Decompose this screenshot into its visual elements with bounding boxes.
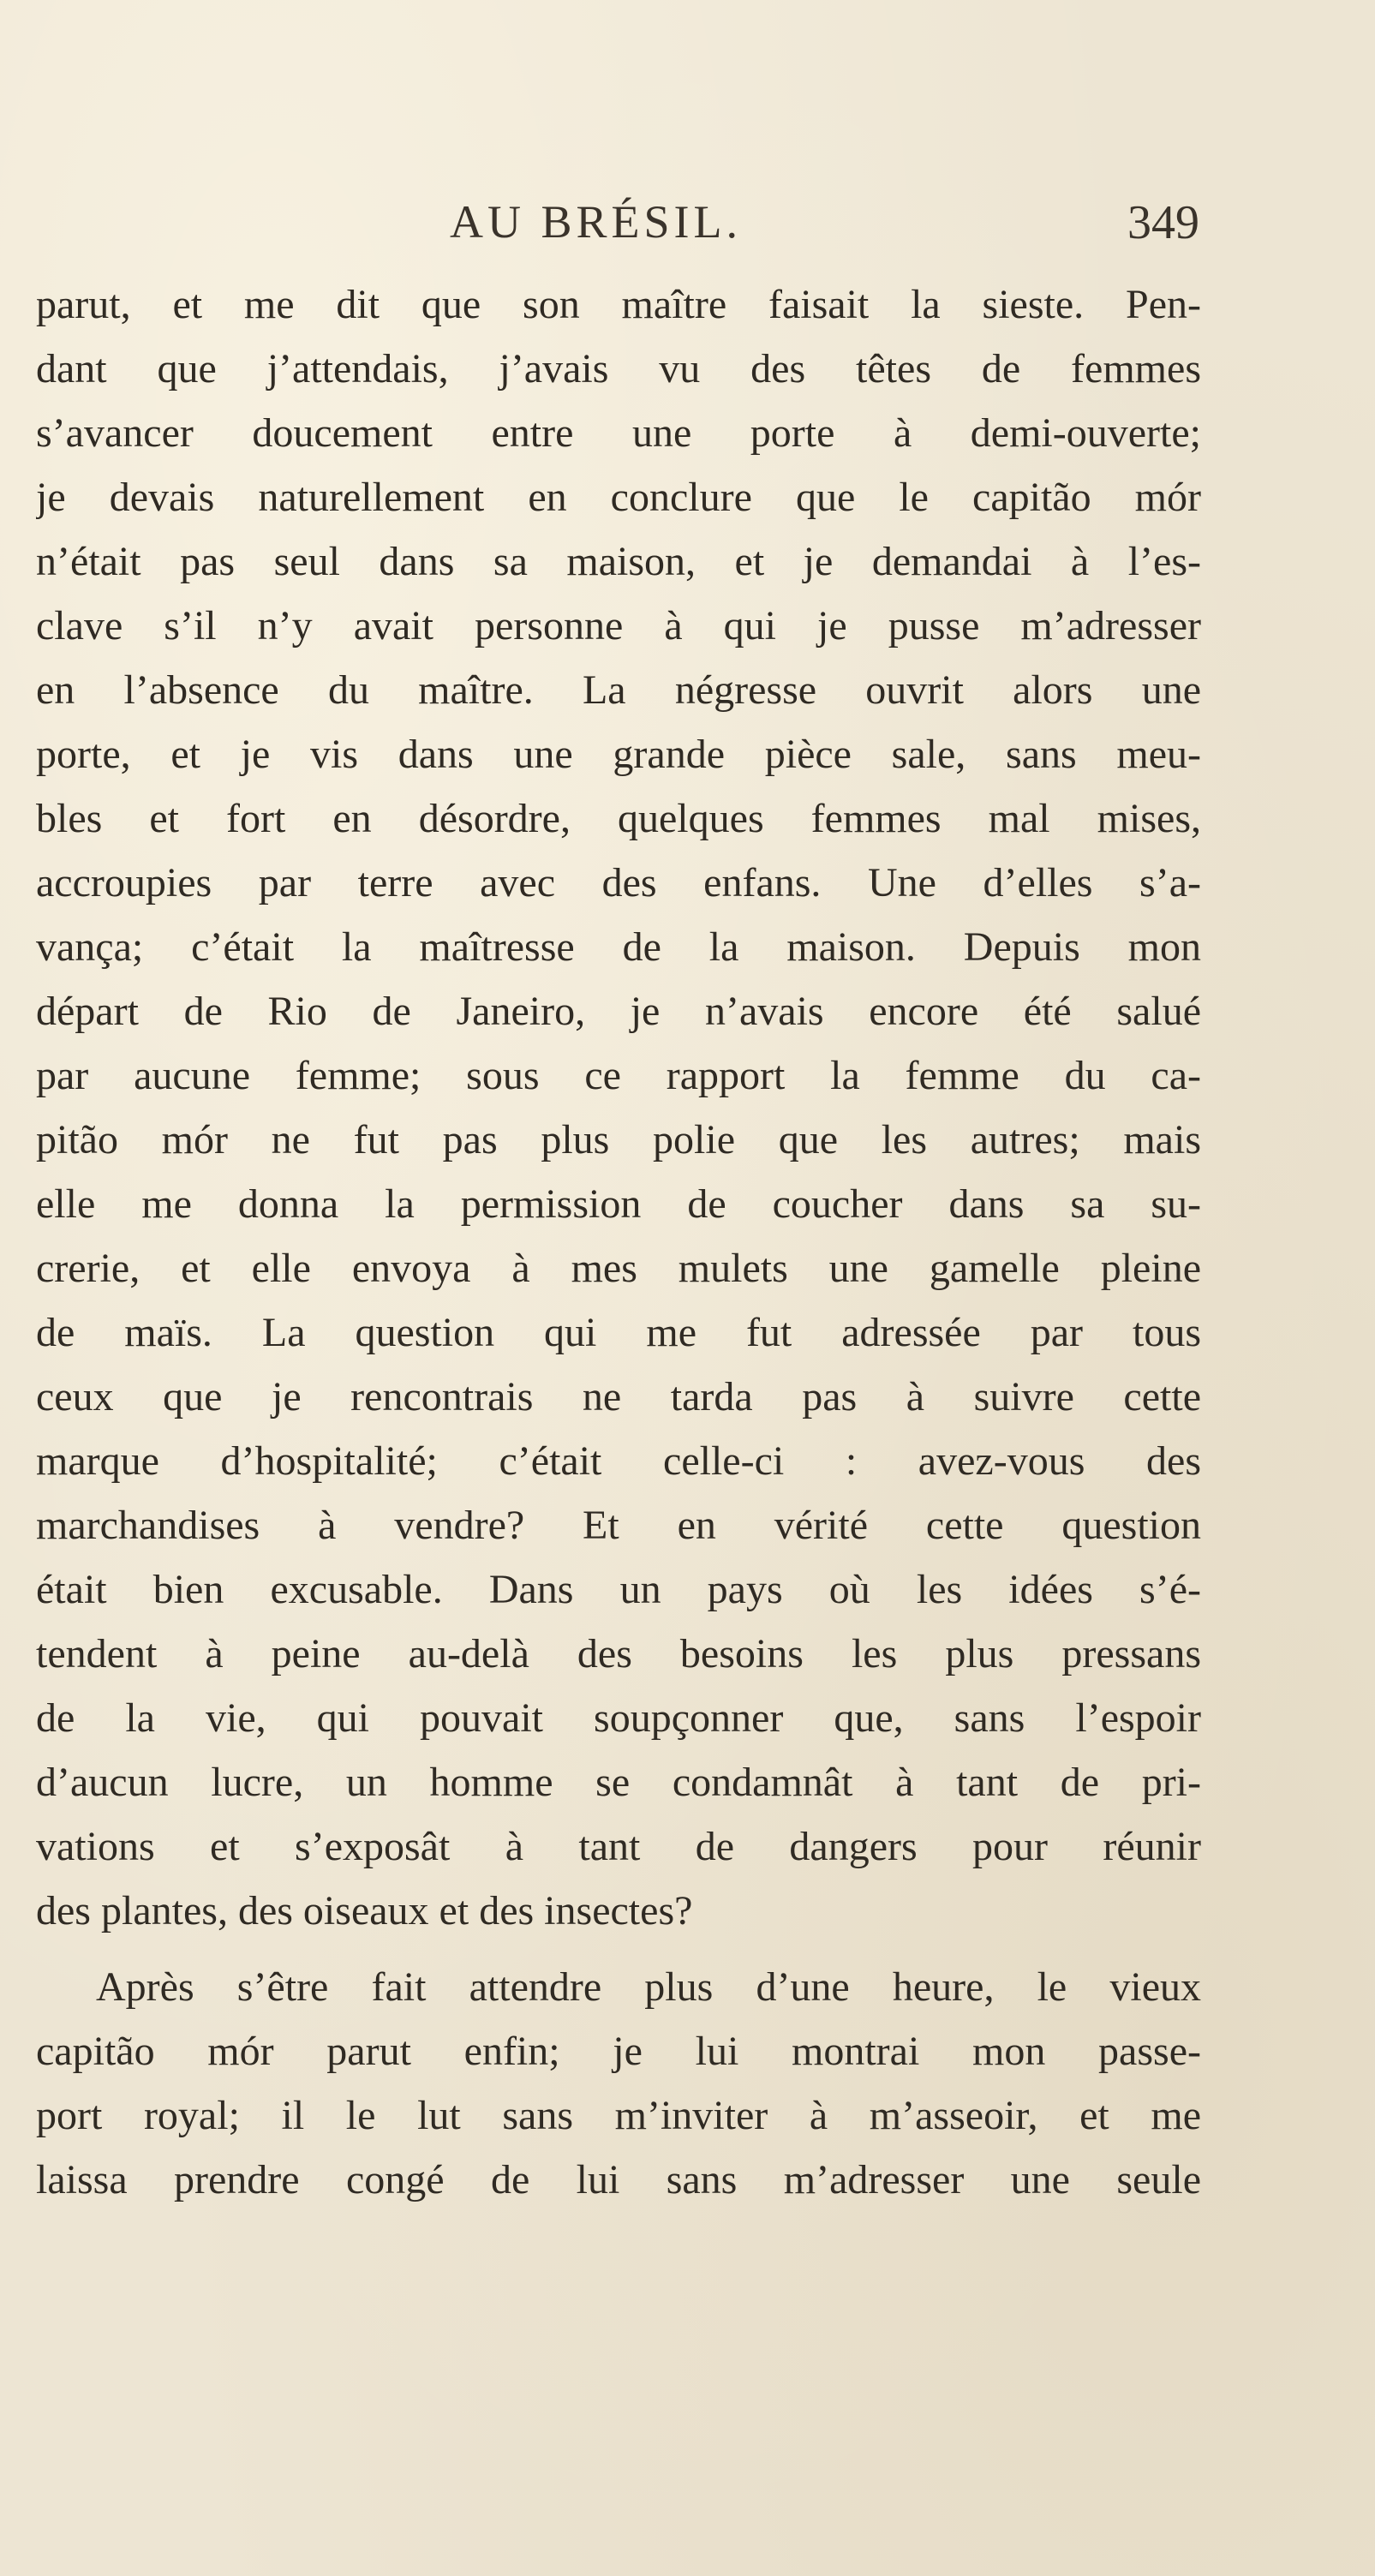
page-number: 349 <box>1127 196 1199 249</box>
text-line: en l’absence du maître. La négresse ouvrit alors une <box>36 667 1201 713</box>
text-line: des plantes, des oiseaux et des insectes? <box>36 1888 693 1933</box>
running-head: AU BRÉSIL. <box>450 196 743 248</box>
text-line: était bien excusable. Dans un pays où les idées s’é- <box>36 1567 1201 1612</box>
text-line: dant que j’attendais, j’avais vu des têtes de femmes <box>36 346 1201 391</box>
text-line: clave s’il n’y avait personne à qui je pusse m’adresser <box>36 603 1201 648</box>
text-line: départ de Rio de Janeiro, je n’avais encore été salué <box>36 989 1201 1034</box>
text-line: vança; c’était la maîtresse de la maison. Depuis mon <box>36 924 1201 970</box>
text-line: accroupies par terre avec des enfans. Une d’elles s’a- <box>36 860 1201 905</box>
text-line: par aucune femme; sous ce rapport la femme du ca- <box>36 1053 1201 1098</box>
text-line: laissa prendre congé de lui sans m’adresser une seule <box>36 2157 1201 2202</box>
text-line: s’avancer doucement entre une porte à demi-ouverte; <box>36 410 1201 456</box>
paragraph-gap <box>36 1943 1201 1955</box>
text-line: capitão mór parut enfin; je lui montrai mon passe- <box>36 2029 1201 2074</box>
page-header <box>34 195 1199 272</box>
text-line: Après s’être fait attendre plus d’une heure, le vieux <box>96 1964 1201 2010</box>
text-line: marchandises à vendre? Et en vérité cette question <box>36 1503 1201 1548</box>
text-line: je devais naturellement en conclure que le capitão mór <box>36 475 1201 520</box>
paragraph-1 <box>36 272 1201 1943</box>
text-line: d’aucun lucre, un homme se condamnât à tant de pri- <box>36 1760 1201 1805</box>
text-line: pitão mór ne fut pas plus polie que les autres; mais <box>36 1117 1201 1162</box>
text-line: parut, et me dit que son maître faisait la sieste. Pen- <box>36 282 1201 327</box>
text-line: port royal; il le lut sans m’inviter à m’asseoir, et me <box>36 2093 1201 2138</box>
body-text <box>36 272 1201 2212</box>
text-line: elle me donna la permission de coucher dans sa su- <box>36 1181 1201 1227</box>
text-line: tendent à peine au-delà des besoins les plus pressans <box>36 1631 1201 1676</box>
text-line: de maïs. La question qui me fut adressée par tous <box>36 1310 1201 1355</box>
text-line: crerie, et elle envoya à mes mulets une gamelle pleine <box>36 1246 1201 1291</box>
text-line: n’était pas seul dans sa maison, et je demandai à l’es- <box>36 539 1201 584</box>
text-line: marque d’hospitalité; c’était celle-ci : avez-vous des <box>36 1438 1201 1484</box>
paragraph-2 <box>36 1955 1201 2212</box>
text-line: bles et fort en désordre, quelques femmes mal mises, <box>36 796 1201 841</box>
text-line: porte, et je vis dans une grande pièce sale, sans meu- <box>36 732 1201 777</box>
text-line: ceux que je rencontrais ne tarda pas à suivre cette <box>36 1374 1201 1419</box>
text-line: de la vie, qui pouvait soupçonner que, sans l’espoir <box>36 1695 1201 1741</box>
text-line: vations et s’exposât à tant de dangers pour réunir <box>36 1824 1201 1869</box>
